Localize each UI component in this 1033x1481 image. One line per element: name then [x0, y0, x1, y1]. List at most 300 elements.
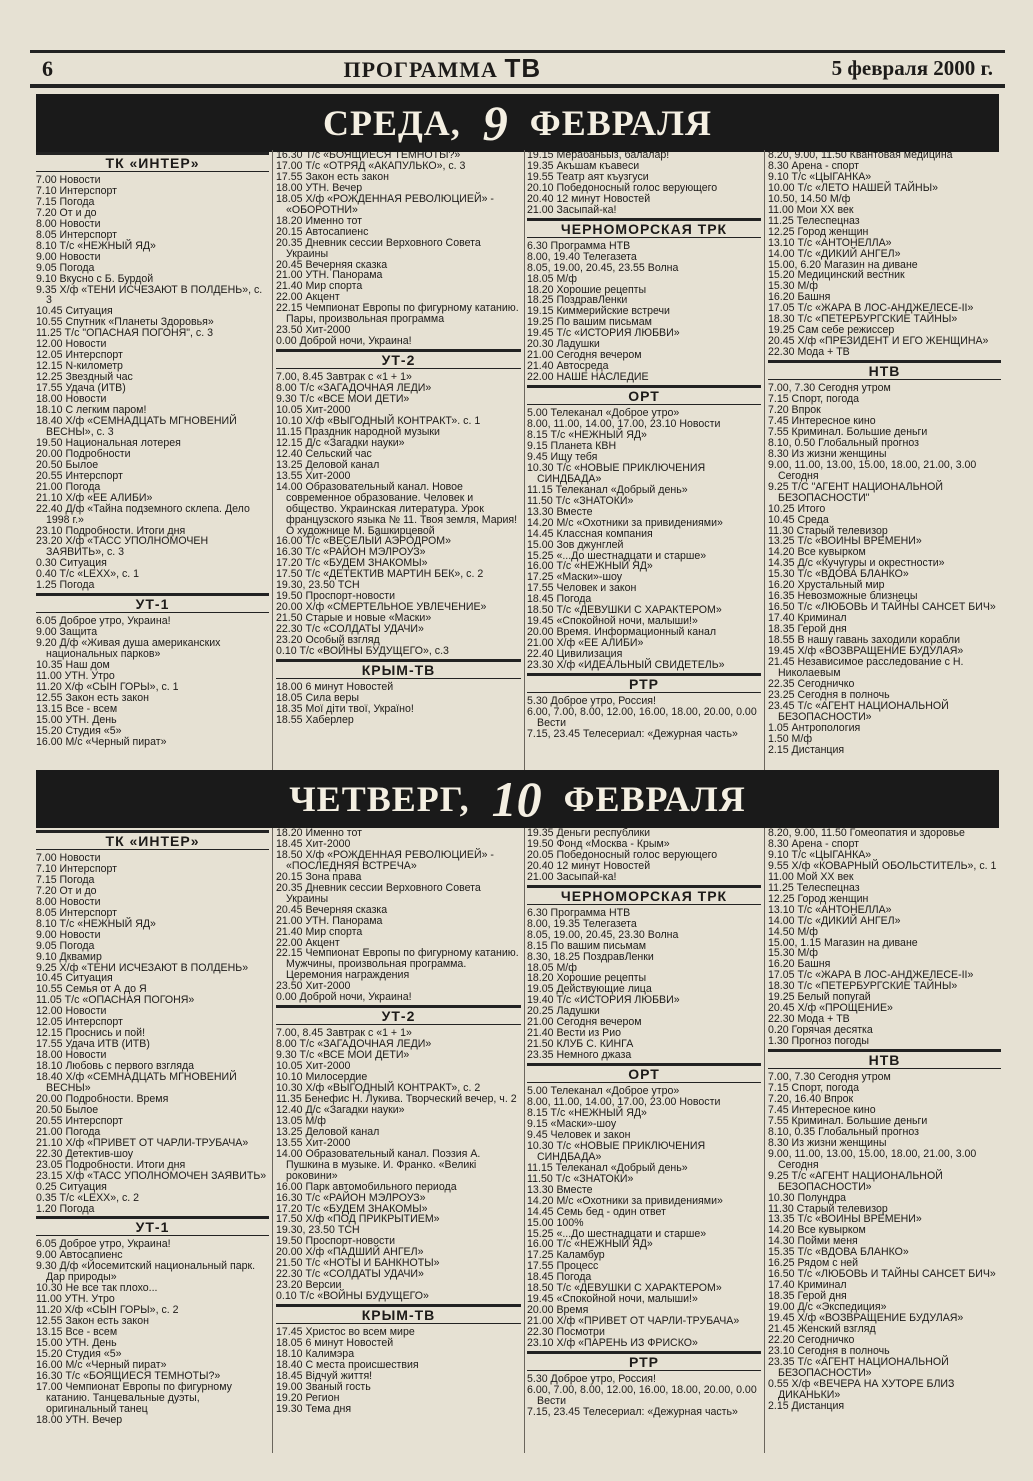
- program-listing: 16.35 Невозможные близнецы: [768, 590, 918, 603]
- program-listing: 20.35 Дневник сессии Верховного Совета Украины: [276, 881, 484, 905]
- program-listing: 22.30 Т/с «СОЛДАТЫ УДАЧИ»: [276, 623, 424, 636]
- program-listing: 18.30 Т/с «ПЕТЕРБУРГСКИЕ ТАЙНЫ»: [768, 313, 958, 326]
- program-listing: 0.35 Т/с «LEXX», с. 2: [36, 1191, 140, 1204]
- program-listing: 15.00, 1.15 Магазин на диване: [768, 936, 918, 949]
- program-listing: 9.00 Новости: [36, 250, 101, 263]
- program-listing: 17.55 Закон есть закон: [276, 170, 389, 183]
- program-listing: 12.40 Д/с «Загадки науки»: [276, 1103, 405, 1116]
- program-listing: 16.30 Т/с «РАЙОН МЭЛРОУЗ»: [276, 1191, 426, 1204]
- program-listing: 17.25 «Маски»-шоу: [527, 571, 623, 584]
- program-listing: 9.55 Х/ф «КОВАРНЫЙ ОБОЛЬСТИТЕЛЬ», с. 1: [768, 859, 997, 872]
- program-listing: 10.10 Х/ф «ВЫГОДНЫЙ КОНТРАКТ». с. 1: [276, 414, 481, 427]
- banner-day-number: 9: [482, 95, 508, 151]
- schedule-column-1: [36, 828, 269, 1453]
- program-listing: 18.45 Погода: [527, 1271, 592, 1284]
- program-listing: 20.55 Интерспорт: [36, 1114, 123, 1127]
- program-listing: 15.30 М/ф: [768, 947, 818, 960]
- program-listing: 7.20, 16.40 Впрок: [768, 1092, 854, 1105]
- program-listing: 21.45 Женский взгляд: [768, 1322, 876, 1335]
- program-listing: 10.50, 14.50 М/ф: [768, 192, 851, 205]
- program-listing: 7.00, 8.45 Завтрак с «1 + 1»: [276, 1027, 412, 1040]
- program-listing: 19.15 Киммерийские встречи: [527, 305, 670, 318]
- program-listing: 10.30 Т/с «НОВЫЕ ПРИКЛЮЧЕНИЯ СИНДБАДА»: [527, 461, 709, 485]
- program-listing: 18.40 С места происшествия: [276, 1358, 419, 1371]
- channel-title: РТР: [527, 1351, 761, 1371]
- channel-title: РТР: [527, 673, 761, 693]
- program-listing: 8.05, 19.00, 20.45, 23.30 Волна: [527, 928, 679, 941]
- program-listing: 19.30, 23.50 ТСН: [276, 579, 360, 592]
- program-listing: 20.00 Время. Информационный канал: [527, 626, 717, 639]
- program-listing: 14.20 Все кувырком: [768, 1224, 866, 1237]
- banner-day-number: 10: [491, 771, 542, 827]
- program-listing: 18.30 Т/с «ПЕТЕРБУРГСКИЕ ТАЙНЫ»: [768, 980, 958, 993]
- program-listing: 5.30 Доброе утро, Россия!: [527, 694, 656, 707]
- program-listing: 17.40 Криминал: [768, 1279, 847, 1292]
- program-listing: 19.50 Национальная лотерея: [36, 436, 181, 449]
- program-listing: 16.25 Рядом с ней: [768, 1257, 859, 1270]
- program-listing: 15.00 100%: [527, 1216, 584, 1229]
- channel-title: КРЫМ-ТВ: [276, 659, 521, 679]
- program-listing: 15.00 УТН. День: [36, 713, 117, 726]
- program-listing: 16.30 Т/с «БОЯЩИЕСЯ ТЕМНОТЫ?»: [276, 149, 461, 161]
- program-listing: 9.30 Т/с «ВСЕ МОИ ДЕТИ»: [276, 393, 410, 406]
- program-listing: 15.20 Студия «5»: [36, 724, 122, 737]
- channel-title: УТ-2: [276, 349, 521, 369]
- program-listing: 21.00 Засыпай-ка!: [527, 203, 617, 216]
- program-listing: 8.00, 19.35 Телегазета: [527, 917, 637, 930]
- program-listing: 8.30 Арена - спорт: [768, 159, 860, 172]
- schedule-column-2: [276, 828, 521, 1453]
- program-listing: 17.55 Удача (ИТВ): [36, 382, 126, 395]
- program-listing: 15.25 «...До шестнадцати и старше»: [527, 549, 707, 562]
- program-listing: 17.20 Т/с «БУДЕМ ЗНАКОМЫ»: [276, 557, 428, 570]
- program-listing: 9.35 Х/ф «ТЕНИ ИСЧЕЗАЮТ В ПОЛДЕНЬ», с. 3: [36, 283, 266, 307]
- program-listing: 17.50 Х/ф «ПОД ПРИКРЫТИЕМ»: [276, 1213, 440, 1226]
- program-listing: 14.20 М/с «Охотники за привидениями»: [527, 516, 723, 529]
- program-listing: 14.00 Т/с «ДИКИЙ АНГЕЛ»: [768, 247, 901, 260]
- program-listing: 17.40 Криминал: [768, 612, 847, 625]
- program-listing: 21.00 Х/ф «ПРИВЕТ ОТ ЧАРЛИ-ТРУБАЧА»: [527, 1315, 740, 1328]
- program-listing: 10.55 Спутник «Планеты Здоровья»: [36, 316, 214, 329]
- program-listing: 18.50 Т/с «ДЕВУШКИ С ХАРАКТЕРОМ»: [527, 1282, 722, 1295]
- program-listing: 21.50 Старые и новые «Маски»: [276, 612, 432, 625]
- program-listing: 21.40 Мир спорта: [276, 925, 363, 938]
- program-listing: 10.05 Хит-2000: [276, 404, 351, 417]
- program-listing: 18.45 Хит-2000: [276, 837, 351, 850]
- program-listing: 0.00 Доброй ночи, Украина!: [276, 335, 412, 348]
- program-listing: 8.30 Из жизни женщины: [768, 1136, 887, 1149]
- program-listing: 19.50 Проспорт-новости: [276, 1235, 396, 1248]
- program-listing: 15.30 Т/с «ВДОВА БЛАНКО»: [768, 568, 909, 581]
- program-listing: 6.30 Программа НТВ: [527, 239, 631, 252]
- program-listing: 13.15 Все - всем: [36, 702, 118, 715]
- program-listing: 7.55 Криминал. Большие деньги: [768, 1114, 928, 1127]
- program-listing: 15.00, 6.20 Магазин на диване: [768, 258, 918, 271]
- program-listing: 13.15 Все - всем: [36, 1326, 118, 1339]
- program-listing: 23.20 Особый взгляд: [276, 634, 380, 647]
- program-listing: 23.10 Х/ф «ПАРЕНЬ ИЗ ФРИСКО»: [527, 1337, 698, 1350]
- program-listing: 22.00 Акцент: [276, 936, 340, 949]
- program-listing: 19.15 Мерабаньыз, балалар!: [527, 149, 670, 161]
- schedule-column-3: [527, 150, 761, 770]
- program-listing: 17.05 Т/с «ЖАРА В ЛОС-АНДЖЕЛЕСЕ-II»: [768, 969, 974, 982]
- program-listing: 20.15 Автосапиенс: [276, 225, 369, 238]
- program-listing: 21.50 КЛУБ С. КИНГА: [527, 1038, 634, 1051]
- program-listing: 18.35 Герой дня: [768, 1290, 847, 1303]
- program-listing: 11.05 Т/с «ОПАСНАЯ ПОГОНЯ»: [36, 994, 195, 1007]
- program-listing: 15.00 Зов джунглей: [527, 538, 624, 551]
- program-listing: 9.05 Погода: [36, 939, 95, 952]
- program-listing: 1.05 Антропология: [768, 721, 861, 734]
- program-listing: 20.00 Х/ф «ПАДШИЙ АНГЕЛ»: [276, 1246, 424, 1259]
- program-listing: 18.40 Х/ф «СЕМНАДЦАТЬ МГНОВЕНИЙ ВЕСНЫ»: [36, 1071, 240, 1095]
- program-listing: 12.55 Закон есть закон: [36, 1315, 149, 1328]
- program-listing: 11.00 Мои XX век: [768, 203, 854, 216]
- program-listing: 21.00 УТН. Панорама: [276, 269, 383, 282]
- program-listing: 19.30, 23.50 ТСН: [276, 1224, 360, 1237]
- program-listing: 9.20 Д/ф «Живая душа американских национальных парков»: [36, 637, 224, 661]
- program-listing: 19.50 Проспорт-новости: [276, 590, 396, 603]
- program-listing: 7.10 Интерспорт: [36, 862, 117, 875]
- program-listing: 5.00 Телеканал «Доброе утро»: [527, 1085, 680, 1098]
- program-listing: 8.20, 9.00, 11.50 Гомеопатия и здоровье: [768, 827, 965, 839]
- program-listing: 0.55 Х/ф «ВЕЧЕРА НА ХУТОРЕ БЛИЗ ДИКАНЬКИ»: [768, 1377, 958, 1401]
- program-listing: 20.00 Подробности. Время: [36, 1092, 169, 1105]
- program-listing: 23.50 Хит-2000: [276, 980, 351, 993]
- program-listing: 20.40 12 минут Новостей: [527, 192, 651, 205]
- program-listing: 10.30 Полундра: [768, 1191, 847, 1204]
- program-listing: 20.00 Подробности: [36, 447, 131, 460]
- program-listing: 21.00 Погода: [36, 480, 101, 493]
- program-listing: 17.50 Т/с «ДЕТЕКТИВ МАРТИН БЕК», с. 2: [276, 568, 484, 581]
- program-listing: 7.15, 23.45 Телесериал: «Дежурная часть»: [527, 727, 738, 740]
- program-listing: 18.05 М/ф: [527, 961, 577, 974]
- program-listing: 11.00 Мой XX век: [768, 870, 854, 883]
- program-listing: 23.35 Т/с «АГЕНТ НАЦИОНАЛЬНОЙ БЕЗОПАСНОСТИ»: [768, 1355, 952, 1379]
- column-divider: [272, 828, 273, 1453]
- program-listing: 18.20 Хорошие рецепты: [527, 972, 647, 985]
- program-listing: 21.50 Т/с «НОТЫ И БАНКНОТЫ»: [276, 1257, 440, 1270]
- program-listing: 1.20 Погода: [36, 1202, 95, 1215]
- program-listing: 9.45 Человек и закон: [527, 1128, 631, 1141]
- program-listing: 0.40 Т/с «LEXX», с. 1: [36, 568, 140, 581]
- channel-title: ТК «ИНТЕР»: [36, 152, 269, 172]
- program-listing: 19.35 Акъшам къавеси: [527, 159, 640, 172]
- column-divider: [764, 828, 765, 1453]
- banner-weekday: ЧЕТВЕРГ,: [289, 779, 470, 819]
- program-listing: 1.30 Прогноз погоды: [768, 1035, 869, 1048]
- program-listing: 16.00 Парк автомобильного периода: [276, 1180, 457, 1193]
- program-listing: 18.00 6 минут Новостей: [276, 680, 394, 693]
- schedule-column-1: [36, 150, 269, 770]
- program-listing: 19.55 Театр аят къузгуси: [527, 170, 649, 183]
- program-listing: 7.10 Интерспорт: [36, 184, 117, 197]
- program-listing: 8.05 Интерспорт: [36, 906, 117, 919]
- program-listing: 12.15 N-километр: [36, 360, 123, 373]
- program-listing: 8.00 Новости: [36, 217, 101, 230]
- program-listing: 22.35 Сегодничко: [768, 677, 855, 690]
- program-listing: 21.45 Независимое расследование с Н. Николаевым: [768, 655, 967, 679]
- program-listing: 17.55 Процесс: [527, 1260, 599, 1273]
- program-listing: 0.10 Т/с «ВОЙНЫ БУДУЩЕГО»: [276, 1290, 429, 1303]
- program-listing: 8.05 Интерспорт: [36, 228, 117, 241]
- channel-title: ТК «ИНТЕР»: [36, 830, 269, 850]
- program-listing: 22.00 НАШЕ НАСЛЕДИЕ: [527, 371, 649, 384]
- title-tv: ТВ: [504, 53, 542, 83]
- program-listing: 20.45 Вечерняя сказка: [276, 258, 388, 271]
- program-listing: 11.30 Старый телевизор: [768, 1202, 888, 1215]
- program-listing: 17.00 Чемпионат Европы по фигурному катанию. Танцевальные дуэты, оригинальный танец: [36, 1380, 235, 1415]
- program-listing: 20.05 Победоносный голос верующего: [527, 848, 718, 861]
- program-listing: 8.30, 18.25 ПоздравЛенки: [527, 950, 654, 963]
- program-listing: 11.15 Телеканал «Добрый день»: [527, 483, 688, 496]
- program-listing: 16.00 Т/с «ВЕСЕЛЫЙ АЭРОДРОМ»: [276, 535, 451, 548]
- program-listing: 10.30 Не все так плохо...: [36, 1282, 158, 1295]
- program-listing: 13.10 Т/с «АНТОНЕЛЛА»: [768, 236, 892, 249]
- program-listing: 7.45 Интересное кино: [768, 414, 876, 427]
- program-listing: 23.10 Сегодня в полночь: [768, 1344, 890, 1357]
- program-listing: 14.30 Пойми меня: [768, 1235, 858, 1248]
- program-listing: 15.20 Студия «5»: [36, 1347, 122, 1360]
- program-listing: 7.15 Спорт, погода: [768, 1082, 860, 1095]
- program-listing: 6.05 Доброе утро, Украина!: [36, 1238, 171, 1251]
- program-listing: 12.05 Интерспорт: [36, 349, 123, 362]
- program-listing: 12.00 Новости: [36, 1005, 107, 1018]
- program-listing: 19.45 Х/ф «ВОЗВРАЩЕНИЕ БУДУЛАЯ»: [768, 1312, 964, 1325]
- program-listing: 18.05 6 минут Новостей: [276, 1337, 394, 1350]
- program-listing: 11.15 Праздник народной музыки: [276, 425, 440, 438]
- program-listing: 14.45 Классная компания: [527, 527, 653, 540]
- program-listing: 18.35 Герой дня: [768, 623, 847, 636]
- program-listing: 14.20 Все кувырком: [768, 546, 866, 559]
- program-listing: 19.25 Белый попугай: [768, 991, 871, 1004]
- channel-title: ЧЕРНОМОРСКАЯ ТРК: [527, 885, 761, 905]
- program-listing: 21.00 УТН. Панорама: [276, 914, 383, 927]
- program-listing: 18.45 Погода: [527, 593, 592, 606]
- program-listing: 14.00 Образовательный канал. Поэзия А. Пушкина в музыке. И. Франко. «Великі роковини»: [276, 1147, 484, 1182]
- program-listing: 18.20 Именно тот: [276, 214, 363, 227]
- program-listing: 9.10 Т/с «ЦЫГАНКА»: [768, 848, 872, 861]
- program-listing: 16.00 М/с «Черный пират»: [36, 1358, 167, 1371]
- program-listing: 18.45 Відчуй життя!: [276, 1369, 373, 1382]
- program-listing: 22.15 Чемпионат Европы по фигурному катанию. Пары, произвольная программа: [276, 302, 522, 326]
- program-listing: 9.10 Дквамир: [36, 950, 102, 963]
- program-listing: 22.00 Акцент: [276, 291, 340, 304]
- program-listing: 9.00 Новости: [36, 928, 101, 941]
- program-listing: 14.20 М/с «Охотники за привидениями»: [527, 1194, 723, 1207]
- program-listing: 20.55 Интерспорт: [36, 469, 123, 482]
- program-listing: 8.00, 11.00, 14.00, 17.00, 23.10 Новости: [527, 418, 721, 431]
- column-divider: [524, 150, 525, 770]
- program-listing: 14.00 Образовательный канал. Новое современное образование. Человек и общество. Украинская литература. Урок французского языка № 11. Твоя земля, Мария! О художнице М. Башкирцевой: [276, 480, 521, 537]
- program-listing: 19.20 Регион: [276, 1391, 340, 1404]
- program-listing: 18.50 Т/с «ДЕВУШКИ С ХАРАКТЕРОМ»: [527, 604, 722, 617]
- program-listing: 22.30 Детектив-шоу: [36, 1147, 134, 1160]
- program-listing: 18.05 Х/ф «РОЖДЕННАЯ РЕВОЛЮЦИЕЙ» - «ОБОРОТНИ»: [276, 192, 497, 216]
- program-listing: 17.45 Христос во всем мире: [276, 1326, 415, 1339]
- program-listing: 0.20 Горячая десятка: [768, 1024, 873, 1037]
- program-listing: 19.25 Сам себе режиссер: [768, 324, 895, 337]
- program-listing: 19.05 Действующие лица: [527, 983, 652, 996]
- program-listing: 21.40 Вести из Рио: [527, 1027, 622, 1040]
- program-listing: 12.15 Д/с «Загадки науки»: [276, 436, 405, 449]
- program-listing: 16.30 Т/с «РАЙОН МЭЛРОУЗ»: [276, 546, 426, 559]
- program-listing: 7.15 Погода: [36, 195, 95, 208]
- program-listing: 16.20 Хрустальный мир: [768, 579, 885, 592]
- program-listing: 16.50 Т/с «ЛЮБОВЬ И ТАЙНЫ САНСЕТ БИЧ»: [768, 1268, 996, 1281]
- channel-title: УТ-1: [36, 1216, 269, 1236]
- program-listing: 9.00 Защита: [36, 626, 98, 639]
- day-banner-wednesday: [36, 94, 999, 152]
- program-listing: 18.10 Любовь с первого взгляда: [36, 1060, 195, 1073]
- program-listing: 10.25 Итого: [768, 502, 826, 515]
- program-listing: 20.40 12 минут Новостей: [527, 859, 651, 872]
- program-listing: 2.15 Дистанция: [768, 743, 845, 756]
- program-listing: 7.20 От и до: [36, 884, 97, 897]
- program-listing: 8.00 Новости: [36, 895, 101, 908]
- program-listing: 23.35 Немного джаза: [527, 1049, 632, 1062]
- program-listing: 6.00, 7.00, 8.00, 12.00, 16.00, 18.00, 20.00, 0.00 Вести: [527, 1383, 760, 1407]
- program-listing: 11.50 Т/с «ЗНАТОКИ»: [527, 1172, 634, 1185]
- banner-month: ФЕВРАЛЯ: [529, 103, 712, 143]
- program-listing: 7.15, 23.45 Телесериал: «Дежурная часть»: [527, 1405, 738, 1418]
- page-number: 6: [42, 55, 53, 81]
- program-listing: 22.30 Мода + ТВ: [768, 1013, 850, 1026]
- program-listing: 16.20 Башня: [768, 291, 831, 304]
- program-listing: 15.35 Т/с «ВДОВА БЛАНКО»: [768, 1246, 909, 1259]
- program-listing: 17.55 Удача ИТВ (ИТВ): [36, 1038, 150, 1051]
- program-listing: 18.05 Сила веры: [276, 691, 359, 704]
- program-listing: 23.25 Сегодня в полночь: [768, 688, 890, 701]
- program-listing: 1.50 М/ф: [768, 732, 813, 745]
- program-listing: 0.10 Т/с «ВОЙНЫ БУДУЩЕГО», с.3: [276, 644, 449, 657]
- program-listing: 18.20 Именно тот: [276, 827, 363, 839]
- program-listing: 5.30 Доброе утро, Россия!: [527, 1372, 656, 1385]
- program-listing: 7.20 От и до: [36, 206, 97, 219]
- program-listing: 18.10 Калимэра: [276, 1347, 355, 1360]
- program-listing: 22.30 Мода + ТВ: [768, 346, 850, 359]
- program-listing: 23.15 Х/ф «ТАСС УПОЛНОМОЧЕН ЗАЯВИТЬ»: [36, 1169, 267, 1182]
- program-listing: 8.30 Арена - спорт: [768, 837, 860, 850]
- program-listing: 20.00 Х/ф «СМЕРТЕЛЬНОЕ УВЛЕЧЕНИЕ»: [276, 601, 487, 614]
- program-listing: 13.55 Хит-2000: [276, 1136, 351, 1149]
- program-listing: 19.45 Т/с «ИСТОРИЯ ЛЮБВИ»: [527, 327, 680, 340]
- program-listing: 20.30 Ладушки: [527, 338, 600, 351]
- program-listing: 15.20 Медицинский вестник: [768, 269, 905, 282]
- program-listing: 18.55 В нашу гавань заходили корабли: [768, 634, 961, 647]
- program-listing: 8.00, 19.40 Телегазета: [527, 250, 637, 263]
- program-listing: 8.00, 11.00, 14.00, 17.00, 23.00 Новости: [527, 1096, 721, 1109]
- program-listing: 15.00 УТН. День: [36, 1337, 117, 1350]
- program-listing: 18.25 ПоздравЛенки: [527, 294, 628, 307]
- program-listing: 7.45 Интересное кино: [768, 1103, 876, 1116]
- program-listing: 7.00, 7.30 Сегодня утром: [768, 382, 891, 395]
- program-listing: 16.30 Т/с «БОЯЩИЕСЯ ТЕМНОТЫ?»: [36, 1369, 221, 1382]
- publication-title: [343, 53, 541, 84]
- program-listing: 7.00, 8.45 Завтрак с «1 + 1»: [276, 371, 412, 384]
- program-listing: 0.00 Доброй ночи, Украина!: [276, 991, 412, 1004]
- program-listing: 8.15 По вашим письмам: [527, 939, 646, 952]
- program-listing: 9.15 Планета КВН: [527, 439, 617, 452]
- program-listing: 16.20 Башня: [768, 958, 831, 971]
- program-listing: 9.05 Погода: [36, 261, 95, 274]
- program-listing: 18.50 Х/ф «РОЖДЕННАЯ РЕВОЛЮЦИЕЙ» - «ПОСЛЕДНЯЯ ВСТРЕЧА»: [276, 848, 497, 872]
- program-listing: 19.35 Деньги республики: [527, 827, 651, 839]
- program-listing: 8.00 Т/с «ЗАГАДОЧНАЯ ЛЕДИ»: [276, 1038, 432, 1051]
- program-listing: 9.30 Т/с «ВСЕ МОИ ДЕТИ»: [276, 1049, 410, 1062]
- program-listing: 11.00 УТН. Утро: [36, 1293, 115, 1306]
- program-listing: 18.00 УТН. Вечер: [276, 181, 363, 194]
- program-listing: 13.30 Вместе: [527, 1183, 593, 1196]
- program-listing: 9.00 Автосапиенс: [36, 1249, 123, 1262]
- program-listing: 8.10 Т/с «НЕЖНЫЙ ЯД»: [36, 239, 156, 252]
- program-listing: 16.50 Т/с «ЛЮБОВЬ И ТАЙНЫ САНСЕТ БИЧ»: [768, 601, 996, 614]
- program-listing: 19.30 Тема дня: [276, 1402, 352, 1415]
- program-listing: 0.25 Ситуация: [36, 1180, 107, 1193]
- program-listing: 20.35 Дневник сессии Верховного Совета Украины: [276, 236, 484, 260]
- program-listing: 21.10 Х/ф «ЕЕ АЛИБИ»: [36, 491, 153, 504]
- program-listing: 15.25 «...До шестнадцати и старше»: [527, 1227, 707, 1240]
- program-listing: 19.25 По вашим письмам: [527, 316, 652, 329]
- program-listing: 20.00 Время: [527, 1304, 589, 1317]
- program-listing: 21.40 Мир спорта: [276, 280, 363, 293]
- program-listing: 19.50 Фонд «Москва - Крым»: [527, 837, 670, 850]
- program-listing: 21.10 Х/ф «ПРИВЕТ ОТ ЧАРЛИ-ТРУБАЧА»: [36, 1136, 249, 1149]
- day-section-wednesday: [30, 150, 1005, 770]
- program-listing: 22.20 Сегодничко: [768, 1333, 855, 1346]
- banner-month: ФЕВРАЛЯ: [563, 779, 746, 819]
- day-section-thursday: [30, 828, 1005, 1453]
- program-listing: 8.30 Из жизни женщины: [768, 447, 887, 460]
- program-listing: 9.25 Т/С "АГЕНТ НАЦИОНАЛЬНОЙ БЕЗОПАСНОСТИ": [768, 480, 946, 504]
- program-listing: 14.50 М/ф: [768, 925, 818, 938]
- schedule-column-3: [527, 828, 761, 1453]
- program-listing: 21.00 Х/ф «ЕЕ АЛИБИ»: [527, 637, 644, 650]
- program-listing: 23.50 Хит-2000: [276, 324, 351, 337]
- program-listing: 1.25 Погода: [36, 579, 95, 592]
- program-listing: 22.40 Цивилизация: [527, 648, 623, 661]
- program-listing: 19.45 Х/ф «ВОЗВРАЩЕНИЕ БУДУЛАЯ»: [768, 644, 964, 657]
- program-listing: 11.35 Бенефис Н. Лукива. Творческий вечер, ч. 2: [276, 1092, 517, 1105]
- column-divider: [524, 828, 525, 1453]
- channel-title: УТ-1: [36, 593, 269, 613]
- program-listing: 20.15 Зона права: [276, 870, 362, 883]
- program-listing: 8.15 Т/с «НЕЖНЫЙ ЯД»: [527, 1107, 647, 1120]
- program-listing: 5.00 Телеканал «Доброе утро»: [527, 407, 680, 420]
- program-listing: 9.00, 11.00, 13.00, 15.00, 18.00, 21.00, 3.00 Сегодня: [768, 1147, 980, 1171]
- program-listing: 2.15 Дистанция: [768, 1399, 845, 1412]
- program-listing: 18.05 М/ф: [527, 272, 577, 285]
- program-listing: 0.30 Ситуация: [36, 557, 107, 570]
- program-listing: 7.20 Впрок: [768, 404, 821, 417]
- program-listing: 12.15 Проснись и пой!: [36, 1027, 146, 1040]
- program-listing: 18.00 Новости: [36, 1049, 107, 1062]
- program-listing: 13.30 Вместе: [527, 505, 593, 518]
- channel-title: УТ-2: [276, 1005, 521, 1025]
- issue-date: 5 февраля 2000 г.: [831, 56, 993, 80]
- program-listing: 7.55 Криминал. Большие деньги: [768, 425, 928, 438]
- program-listing: 9.45 Ищу тебя: [527, 450, 598, 463]
- schedule-column-2: [276, 150, 521, 770]
- program-listing: 12.25 Звездный час: [36, 371, 133, 384]
- program-listing: 6.30 Программа НТВ: [527, 906, 631, 919]
- program-listing: 11.15 Телеканал «Добрый день»: [527, 1161, 688, 1174]
- program-listing: 22.30 Т/с «СОЛДАТЫ УДАЧИ»: [276, 1268, 424, 1281]
- program-listing: 6.05 Доброе утро, Украина!: [36, 615, 171, 628]
- program-listing: 10.00 Т/с «ЛЕТО НАШЕЙ ТАЙНЫ»: [768, 181, 938, 194]
- program-listing: 12.00 Новости: [36, 338, 107, 351]
- program-listing: 14.35 Д/с «Кучугуры и окрестности»: [768, 557, 945, 570]
